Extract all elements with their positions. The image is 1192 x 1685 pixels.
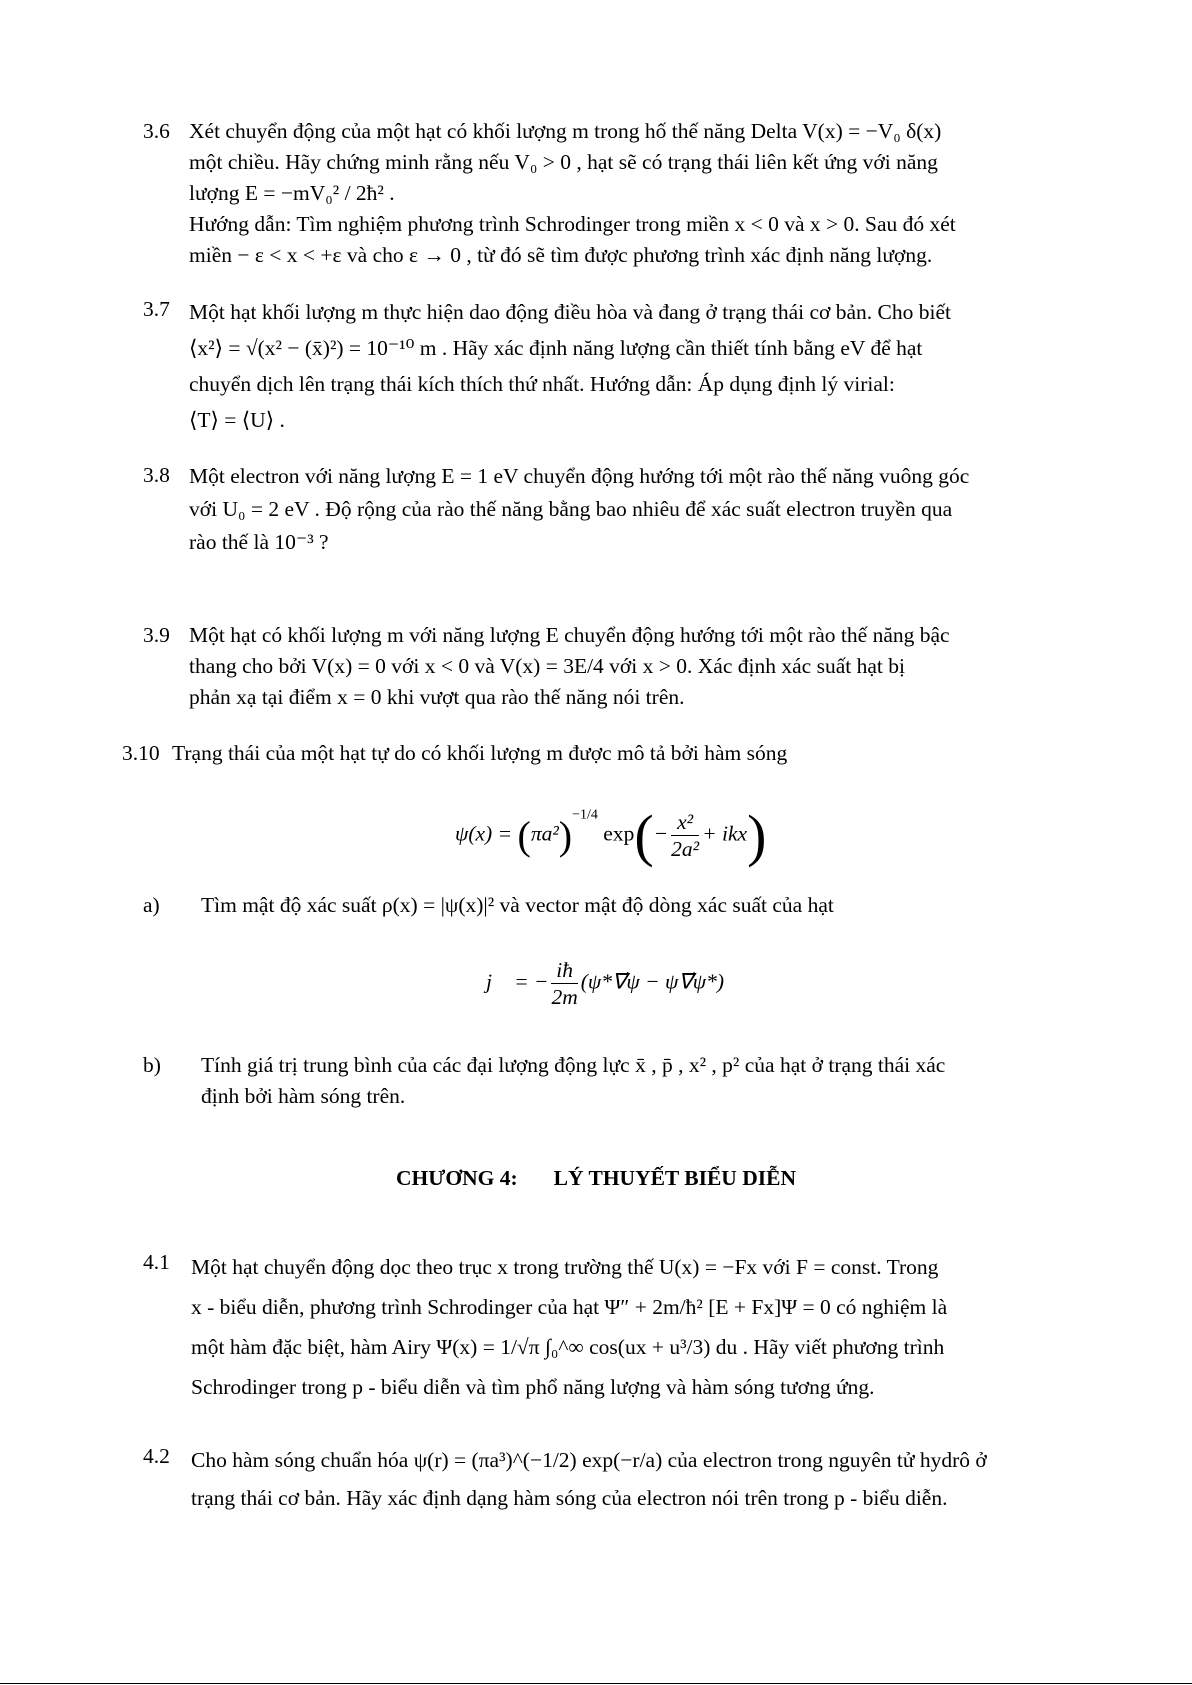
problem-number: 3.9	[143, 623, 170, 647]
problem-line: một chiều. Hãy chứng minh rằng nếu V₀ > 0 , hạt sẽ có trạng thái liên kết ứng với năng	[189, 150, 938, 174]
problem-line: Trạng thái của một hạt tự do có khối lượng m được mô tả bởi hàm sóng	[172, 741, 788, 765]
page-bottom-rule	[0, 1683, 1192, 1684]
equation-fraction	[551, 957, 577, 1010]
problem-line: Tính giá trị trung bình của các đại lượng động lực x̄ , p̄ , x² , p² của hạt ở trạng thái xác	[201, 1053, 946, 1077]
fraction-numerator: x²	[671, 809, 699, 836]
problem-line: Xét chuyển động của một hạt có khối lượng m trong hố thế năng Delta V(x) = −V₀ δ(x)	[189, 119, 942, 143]
problem-line: Schrodinger trong p - biểu diễn và tìm phổ năng lượng và hàm sóng tương ứng.	[191, 1375, 875, 1399]
wavefunction-equation: $\psi(x) = (\pi a^2)^{-1/4}$ exp(− $\frac{\text{x²}}{\text{2a²}}$ + ikx)	[455, 803, 767, 868]
problem-line: miền − ε < x < +ε và cho ε → 0 , từ đó sẽ tìm được phương trình xác định năng lượng.	[189, 243, 933, 267]
problem-line: Một hạt chuyển động dọc theo trục x trong trường thế U(x) = −Fx với F = const. Trong	[191, 1255, 939, 1279]
equation-fraction	[671, 809, 699, 862]
problem-number: 3.8	[143, 463, 170, 487]
problem-line: Một hạt khối lượng m thực hiện dao động điều hòa và đang ở trạng thái cơ bản. Cho biết	[189, 300, 951, 324]
problem-number: 4.1	[143, 1250, 170, 1274]
problem-line: trạng thái cơ bản. Hãy xác định dạng hàm sóng của electron nói trên trong p - biểu diễn.	[191, 1486, 948, 1510]
problem-line: lượng E = −mV₀² / 2ħ² .	[189, 181, 395, 205]
equation-rhs: (ψ*∇⃗ψ − ψ∇⃗ψ*)	[580, 969, 725, 994]
fraction-numerator: iħ	[551, 957, 577, 984]
problem-line: Một hạt có khối lượng m với năng lượng E chuyển động hướng tới một rào thế năng bậc	[189, 623, 950, 647]
problem-line: phản xạ tại điểm x = 0 khi vượt qua rào thế năng nói trên.	[189, 685, 685, 709]
fraction-denominator: 2a²	[671, 837, 700, 861]
problem-line: định bởi hàm sóng trên.	[201, 1084, 406, 1108]
current-density-equation	[486, 957, 724, 1010]
problem-line: thang cho bởi V(x) = 0 với x < 0 và V(x) = 3E/4 với x > 0. Xác định xác suất hạt bị	[189, 654, 905, 678]
part-label: a)	[143, 893, 160, 917]
problem-line: một hàm đặc biệt, hàm Airy Ψ(x) = 1/√π ∫₀^∞ cos(ux + u³/3) du . Hãy viết phương trình	[191, 1335, 945, 1359]
problem-line: ⟨T⟩ = ⟨U⟩ .	[189, 408, 285, 432]
equation-exp-word: exp	[603, 821, 635, 846]
problem-line: chuyển dịch lên trạng thái kích thích thứ nhất. Hướng dẫn: Áp dụng định lý virial:	[189, 372, 895, 396]
right-paren-large: )	[747, 803, 767, 868]
problem-number: 3.10	[122, 741, 160, 765]
left-paren: (	[517, 813, 531, 858]
fraction-denominator: 2m	[551, 985, 578, 1009]
equation-lhs: j⃗ = −	[486, 969, 549, 994]
problem-line: ⟨x²⟩ = √(x² − (x̄)²) = 10⁻¹⁰ m . Hãy xác định năng lượng cần thiết tính bằng eV để hạt	[189, 336, 923, 360]
problem-number: 4.2	[143, 1444, 170, 1468]
problem-line: Một electron với năng lượng E = 1 eV chuyển động hướng tới một rào thế năng vuông góc	[189, 464, 970, 488]
problem-number: 3.6	[143, 119, 170, 143]
problem-line: Cho hàm sóng chuẩn hóa ψ(r) = (πa³)^(−1/2) exp(−r/a) của electron trong nguyên tử hydrô ở	[191, 1448, 987, 1472]
problem-line: rào thế là 10⁻³ ?	[189, 530, 329, 554]
right-paren: )	[558, 813, 573, 858]
problem-line: x - biểu diễn, phương trình Schrodinger của hạt Ψ″ + 2m/ħ² [E + Fx]Ψ = 0 có nghiệm là	[191, 1295, 948, 1319]
left-paren-large: (	[634, 803, 654, 868]
chapter-heading	[0, 1166, 1192, 1191]
part-label: b)	[143, 1053, 161, 1077]
equation-base: πa²	[530, 821, 559, 846]
problem-line: với U₀ = 2 eV . Độ rộng của rào thế năng bằng bao nhiêu để xác suất electron truyền qua	[189, 497, 953, 521]
chapter-label: CHƯƠNG 4:	[396, 1166, 518, 1190]
chapter-title: LÝ THUYẾT BIỂU DIỄN	[553, 1166, 796, 1190]
problem-line: Hướng dẫn: Tìm nghiệm phương trình Schrodinger trong miền x < 0 và x > 0. Sau đó xét	[189, 212, 956, 236]
problem-number: 3.7	[143, 297, 170, 321]
equation-tail: + ikx	[702, 821, 748, 846]
problem-line: Tìm mật độ xác suất ρ(x) = |ψ(x)|² và vector mật độ dòng xác suất của hạt	[201, 893, 834, 917]
equation-exponent: −1/4	[572, 807, 598, 823]
equation-lhs: ψ(x) =	[455, 821, 518, 846]
